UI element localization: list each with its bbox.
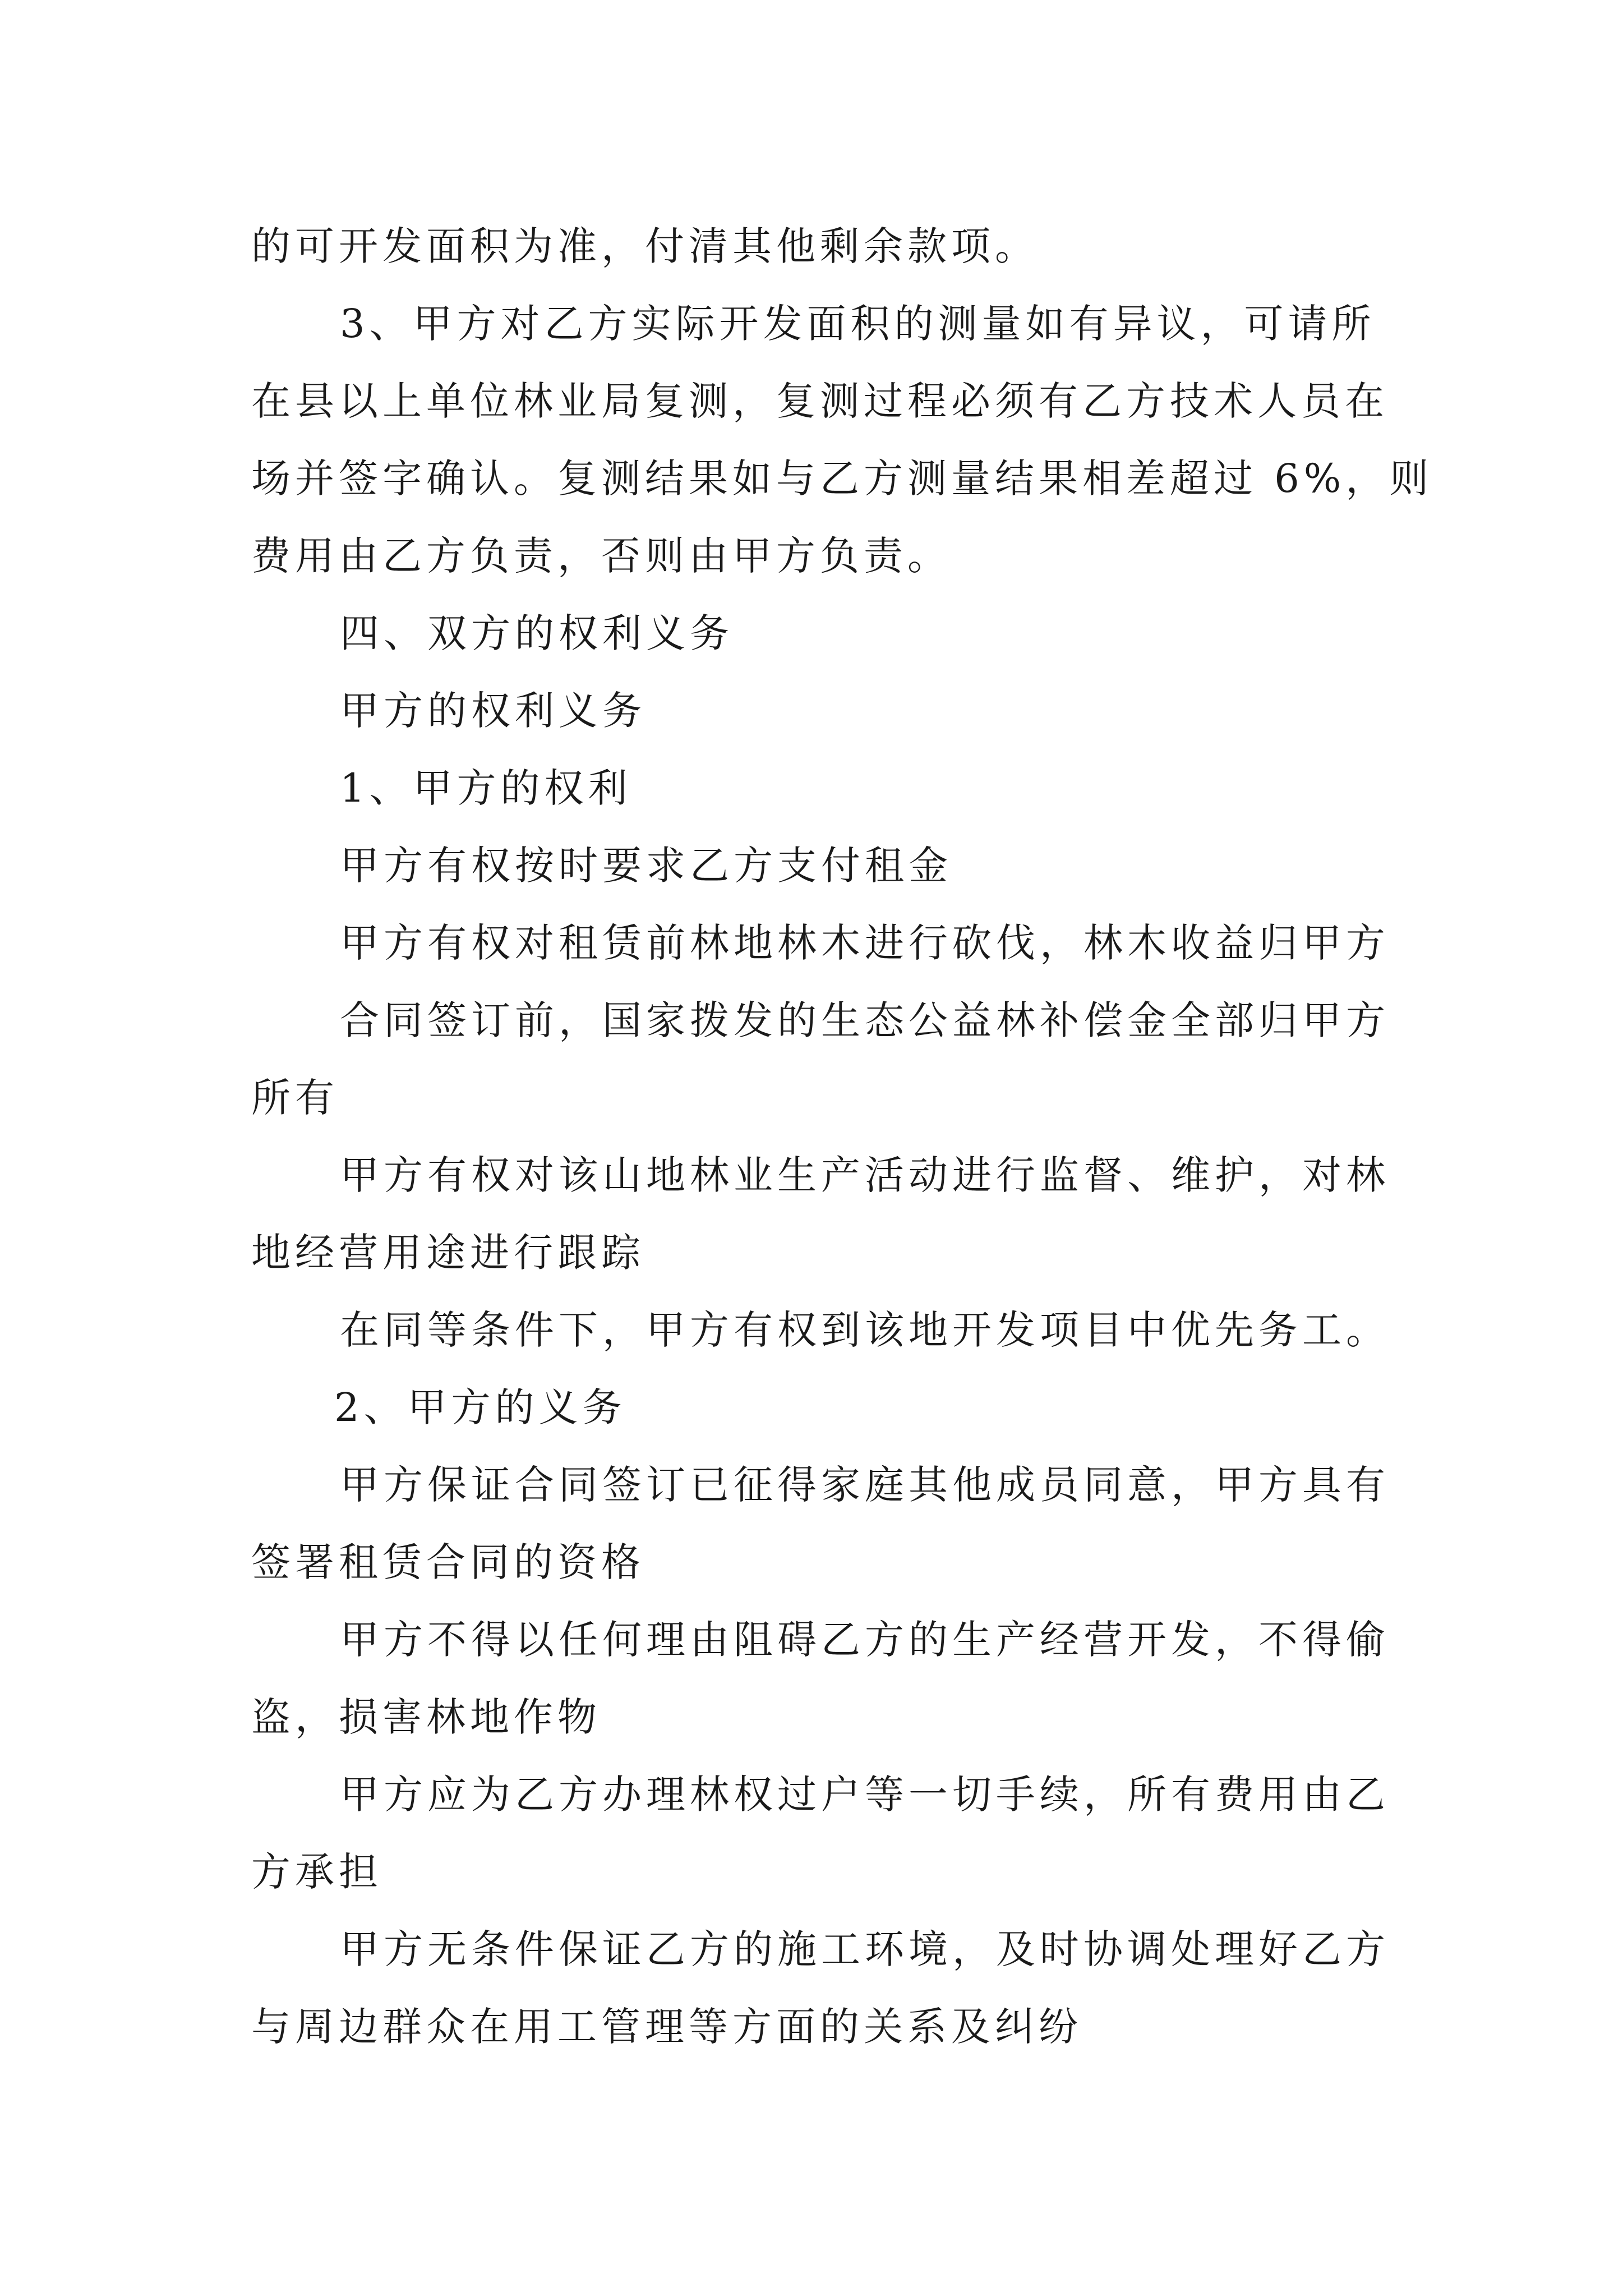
paragraph-line: 费用由乙方负责，否则由甲方负责。 [251,533,951,579]
subsection-heading: 2、甲方的义务 [334,1384,626,1430]
subsection-heading: 1、甲方的权利 [340,765,632,811]
paragraph-line: 甲方不得以任何理由阻碍乙方的生产经营开发，不得偷 [340,1617,1390,1663]
paragraph-line: 甲方保证合同签订已征得家庭其他成员同意，甲方具有 [340,1462,1390,1508]
paragraph-line: 甲方无条件保证乙方的施工环境，及时协调处理好乙方 [340,1926,1390,1972]
paragraph-line: 场并签字确认。复测结果如与乙方测量结果相差超过 6%，则 [251,455,1433,501]
subsection-heading: 甲方的权利义务 [340,688,646,734]
paragraph-line: 3、甲方对乙方实际开发面积的测量如有异议，可请所 [340,301,1376,347]
paragraph-line: 方承担 [251,1849,382,1895]
paragraph-line: 合同签订前，国家拨发的生态公益林补偿金全部归甲方 [340,997,1390,1043]
paragraph-line: 签署租赁合同的资格 [251,1539,645,1585]
paragraph-line: 盗，损害林地作物 [251,1694,601,1740]
paragraph-line: 甲方有权对租赁前林地林木进行砍伐，林木收益归甲方 [340,920,1390,966]
paragraph-line: 的可开发面积为准，付清其他剩余款项。 [251,223,1039,269]
section-heading: 四、双方的权利义务 [340,610,734,656]
paragraph-line: 甲方有权对该山地林业生产活动进行监督、维护，对林 [340,1152,1390,1198]
paragraph-line: 地经营用途进行跟踪 [251,1230,645,1276]
paragraph-line: 在县以上单位林业局复测，复测过程必须有乙方技术人员在 [251,378,1389,424]
document-body [251,208,1433,2065]
paragraph-line: 所有 [251,1075,339,1121]
paragraph-line: 甲方应为乙方办理林权过户等一切手续，所有费用由乙 [340,1772,1390,1818]
paragraph-line: 甲方有权按时要求乙方支付租金 [340,843,952,889]
paragraph-line: 与周边群众在用工管理等方面的关系及纠纷 [251,2004,1082,2050]
paragraph-line: 在同等条件下，甲方有权到该地开发项目中优先务工。 [340,1307,1390,1353]
